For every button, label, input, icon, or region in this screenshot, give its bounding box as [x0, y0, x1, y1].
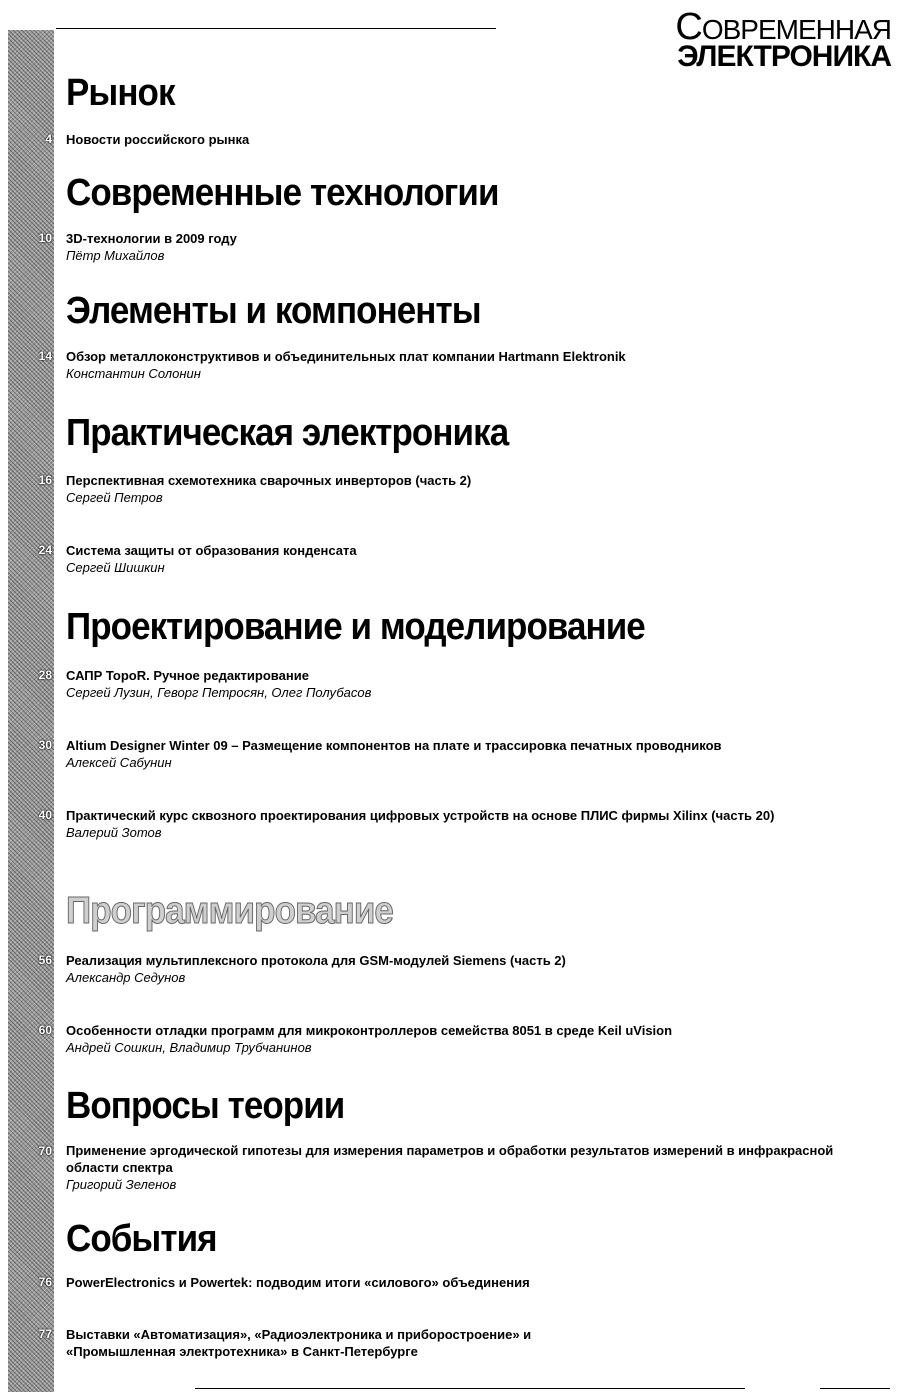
- toc-entry[interactable]: [66, 131, 886, 148]
- page-number: 4: [45, 132, 52, 146]
- entry-author: Григорий Зеленов: [66, 1177, 177, 1192]
- section-title-design-modeling: Проектирование и моделирование: [66, 606, 645, 648]
- entry-title[interactable]: Система защиты от образования конденсата: [66, 543, 357, 558]
- toc-entry[interactable]: [66, 348, 886, 382]
- entry-title[interactable]: Новости российского рынка: [66, 132, 250, 147]
- page-number: 40: [38, 808, 52, 822]
- entry-title[interactable]: Обзор металлоконструктивов и объединительных плат компании Hartmann Elektronik: [66, 349, 626, 364]
- magazine-logo: СОВРЕМЕННАЯ ЭЛЕКТРОНИКА: [675, 6, 891, 73]
- toc-entry[interactable]: [66, 542, 886, 576]
- entry-title[interactable]: Выставки «Автоматизация», «Радиоэлектроника и приборостроение» и «Промышленная электротехника» в Санкт-Петербурге: [66, 1327, 532, 1359]
- toc-entry[interactable]: [66, 1022, 886, 1056]
- entry-title[interactable]: PowerElectronics и Powertek: подводим итоги «силового» объединения: [66, 1275, 530, 1290]
- entry-title[interactable]: Перспективная схемотехника сварочных инверторов (часть 2): [66, 473, 472, 488]
- toc-entry[interactable]: [66, 230, 886, 264]
- entry-title[interactable]: 3D-технологии в 2009 году: [66, 231, 237, 246]
- page-number: 24: [38, 543, 52, 557]
- page-number: 28: [38, 668, 52, 682]
- toc-entry[interactable]: [66, 1326, 626, 1360]
- page-number: 70: [38, 1144, 52, 1158]
- page-number: 14: [38, 349, 52, 363]
- entry-author: Константин Солонин: [66, 366, 201, 381]
- entry-title[interactable]: Особенности отладки программ для микроконтроллеров семейства 8051 в среде Keil uVision: [66, 1023, 673, 1038]
- toc-entry[interactable]: [66, 737, 886, 771]
- toc-entry[interactable]: [66, 807, 886, 841]
- section-title-market: Рынок: [66, 72, 175, 114]
- page-number: 77: [38, 1327, 52, 1341]
- section-title-components: Элементы и компоненты: [66, 290, 481, 332]
- section-title-practical-electronics: Практическая электроника: [66, 412, 509, 454]
- bottom-divider-right: [820, 1388, 890, 1389]
- entry-author: Сергей Лузин, Геворг Петросян, Олег Полубасов: [66, 685, 372, 700]
- entry-title[interactable]: Практический курс сквозного проектирования цифровых устройств на основе ПЛИС фирмы Xilinx (часть 20): [66, 808, 775, 823]
- toc-entry[interactable]: [66, 1142, 886, 1193]
- page-number: 60: [38, 1023, 52, 1037]
- entry-title[interactable]: Применение эргодической гипотезы для измерения параметров и обработки результатов измерений в инфракрасной области спектра: [66, 1143, 834, 1175]
- entry-author: Валерий Зотов: [66, 825, 162, 840]
- page-number: 10: [38, 231, 52, 245]
- entry-title[interactable]: Altium Designer Winter 09 – Размещение компонентов на плате и трассировка печатных проводников: [66, 738, 722, 753]
- top-divider: [56, 28, 496, 29]
- page-number: 16: [38, 473, 52, 487]
- entry-author: Андрей Сошкин, Владимир Трубчанинов: [66, 1040, 312, 1055]
- entry-author: Пётр Михайлов: [66, 248, 165, 263]
- toc-entry[interactable]: [66, 667, 886, 701]
- section-title-events: События: [66, 1218, 217, 1260]
- entry-title[interactable]: Реализация мультиплексного протокола для GSM-модулей Siemens (часть 2): [66, 953, 566, 968]
- entry-author: Александр Седунов: [66, 970, 186, 985]
- entry-title[interactable]: САПР TopoR. Ручное редактирование: [66, 668, 309, 683]
- page-number: 76: [38, 1275, 52, 1289]
- section-title-theory: Вопросы теории: [66, 1085, 345, 1127]
- entry-author: Сергей Петров: [66, 490, 163, 505]
- entry-author: Алексей Сабунин: [66, 755, 172, 770]
- toc-entry[interactable]: [66, 472, 886, 506]
- section-title-programming: Программирование: [66, 890, 393, 932]
- section-title-modern-tech: Современные технологии: [66, 172, 499, 214]
- entry-author: Сергей Шишкин: [66, 560, 165, 575]
- toc-entry[interactable]: [66, 1274, 886, 1291]
- toc-entry[interactable]: [66, 952, 886, 986]
- page-number: 30: [38, 738, 52, 752]
- bottom-divider: [195, 1388, 745, 1389]
- page-number: 56: [38, 953, 52, 967]
